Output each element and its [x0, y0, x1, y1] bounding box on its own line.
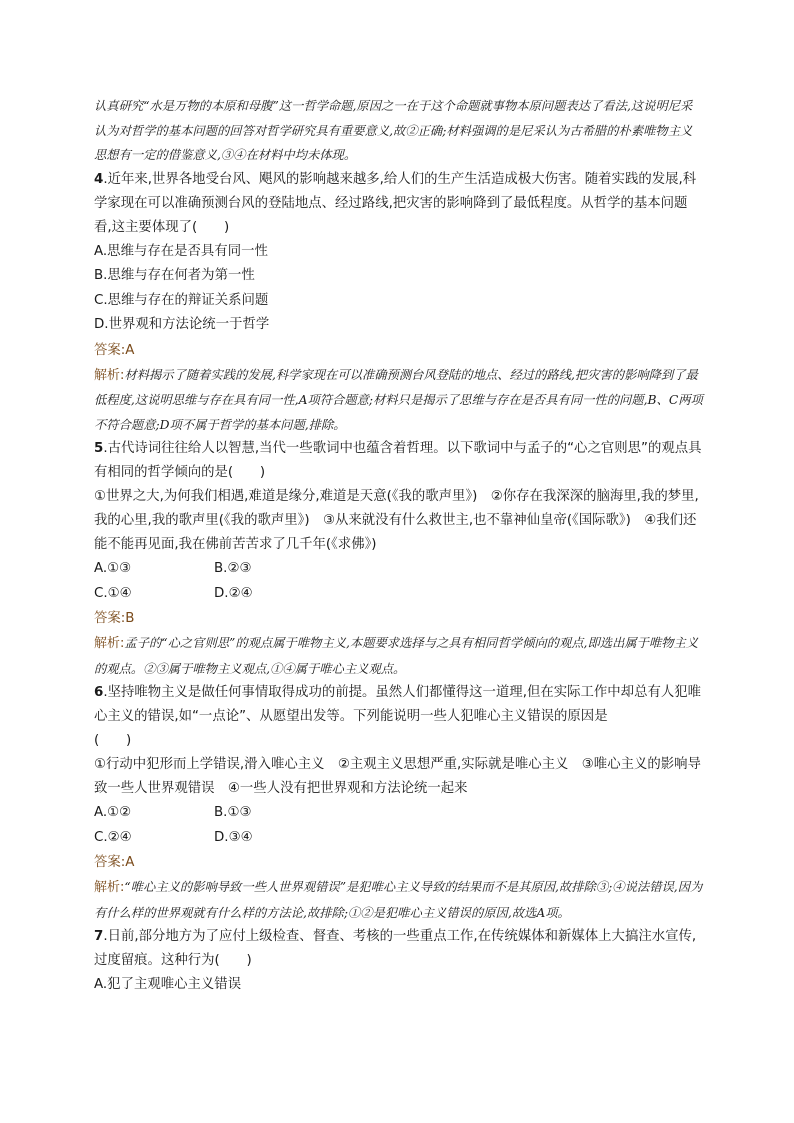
- document-page: [94, 94, 704, 998]
- answer-label: 答案:: [94, 855, 126, 870]
- option-a: A.思维与存在是否具有同一性: [94, 243, 268, 259]
- question-stem: 4.近年来,世界各地受台风、飓风的影响越来越多,给人们的生产生活造成极大伤害。随着实践的发展,科学家现在可以准确预测台风的登陆地点、经过路线,把灾害的影响降到了最低程度。从哲学的基本问题看,这主要体现了( ): [94, 171, 697, 235]
- answer-value: B: [125, 611, 135, 626]
- question-number: 6: [94, 685, 104, 700]
- answer-value: A: [125, 855, 135, 870]
- explanation-text: 孟子的“心之官则思”的观点属于唯物主义,本题要求选择与之具有相同哲学倾向的观点,即选出属于唯物主义的观点。②③属于唯物主义观点,①④属于唯心主义观点。: [94, 636, 699, 676]
- explanation-text: “唯心主义的影响导致一些人世界观错误”是犯唯心主义导致的结果而不是其原因,故排除③;④说法错误,因为有什么样的世界观就有什么样的方法论,故排除;①②是犯唯心主义错误的原因,故选A项。: [94, 880, 703, 920]
- option-row: [94, 826, 704, 851]
- option-b: B.思维与存在何者为第一性: [94, 268, 255, 283]
- option-d: D.③④: [214, 829, 253, 845]
- question-4: [94, 168, 704, 438]
- answer-blank: ( ): [94, 733, 132, 748]
- explanation: [94, 875, 704, 925]
- answer-label: 答案:: [94, 611, 126, 626]
- option-d: D.②④: [214, 585, 253, 601]
- question-stem: 5.古代诗词往往给人以智慧,当代一些歌词中也蕴含着哲理。以下歌词中与孟子的“心之官则思”的观点具有相同的哲学倾向的是( ): [94, 441, 702, 480]
- option-a: A.①②: [94, 805, 132, 820]
- question-number: 7: [94, 929, 104, 944]
- explanation-text: 材料揭示了随着实践的发展,科学家现在可以准确预测台风登陆的地点、经过的路线,把灾害的影响降到了最低程度,这说明思维与存在具有同一性,A项符合题意;材料只是揭示了思维与存在是否具有同一性的问题,B、C两项不符合题意;D项不属于哲学的基本问题,排除。: [94, 367, 703, 432]
- answer-value: A: [125, 342, 135, 358]
- explanation-label: 解析:: [94, 880, 125, 895]
- option-b: B.①③: [214, 805, 252, 820]
- answer-label: 答案:: [94, 342, 126, 358]
- question-number: 5: [94, 441, 104, 456]
- question-5: [94, 437, 704, 681]
- option-row: [94, 582, 704, 607]
- explanation: [94, 363, 704, 438]
- option-b: B.②③: [214, 561, 252, 576]
- option-c: C.思维与存在的辩证关系问题: [94, 292, 269, 308]
- question-stem: 6.坚持唯物主义是做任何事情取得成功的前提。虽然人们都懂得这一道理,但在实际工作中却总有人犯唯心主义的错误,如“一点论”、从愿望出发等。下列能说明一些人犯唯心主义错误的原因是: [94, 685, 702, 724]
- question-items: ①行动中犯形而上学错误,滑入唯心主义 ②主观主义思想严重,实际就是唯心主义 ③唯心主义的影响导致一些人世界观错误 ④一些人没有把世界观和方法论统一起来: [94, 757, 701, 796]
- option-a: A.①③: [94, 561, 132, 576]
- question-number: 4: [94, 171, 104, 187]
- option-row: [94, 557, 704, 582]
- answer-line: [94, 338, 704, 363]
- option-c: C.②④: [94, 829, 132, 845]
- explanation-label: 解析:: [94, 636, 125, 651]
- answer-line: [94, 850, 704, 875]
- option-c: C.①④: [94, 585, 132, 601]
- explanation-label: 解析:: [94, 367, 125, 383]
- option-a: A.犯了主观唯心主义错误: [94, 977, 242, 992]
- answer-line: [94, 606, 704, 631]
- question-6: [94, 681, 704, 925]
- question-7: [94, 925, 704, 998]
- option-d: D.世界观和方法论统一于哲学: [94, 317, 270, 332]
- question-items: ①世界之大,为何我们相遇,难道是缘分,难道是天意(《我的歌声里》) ②你存在我深深的脑海里,我的梦里,我的心里,我的歌声里(《我的歌声里》) ③从来就没有什么救世主,也不靠神仙皇帝(《国际歌》) ④我们还能不能再见面,我在佛前苦苦求了几千年(《求佛》): [94, 489, 699, 552]
- option-row: [94, 801, 704, 826]
- question-stem: 7.日前,部分地方为了应付上级检查、督查、考核的一些重点工作,在传统媒体和新媒体上大搞注水宣传,过度留痕。这种行为( ): [94, 929, 697, 968]
- previous-explanation-continuation: 认真研究“水是万物的本原和母腹”这一哲学命题,原因之一在于这个命题就事物本原问题表达了看法,这说明尼采认为对哲学的基本问题的回答对哲学研究具有重要意义,故②正确;材料强调的是尼采认为古希腊的朴素唯物主义思想有一定的借鉴意义,③④在材料中均未体现。: [94, 99, 693, 162]
- explanation: [94, 631, 704, 681]
